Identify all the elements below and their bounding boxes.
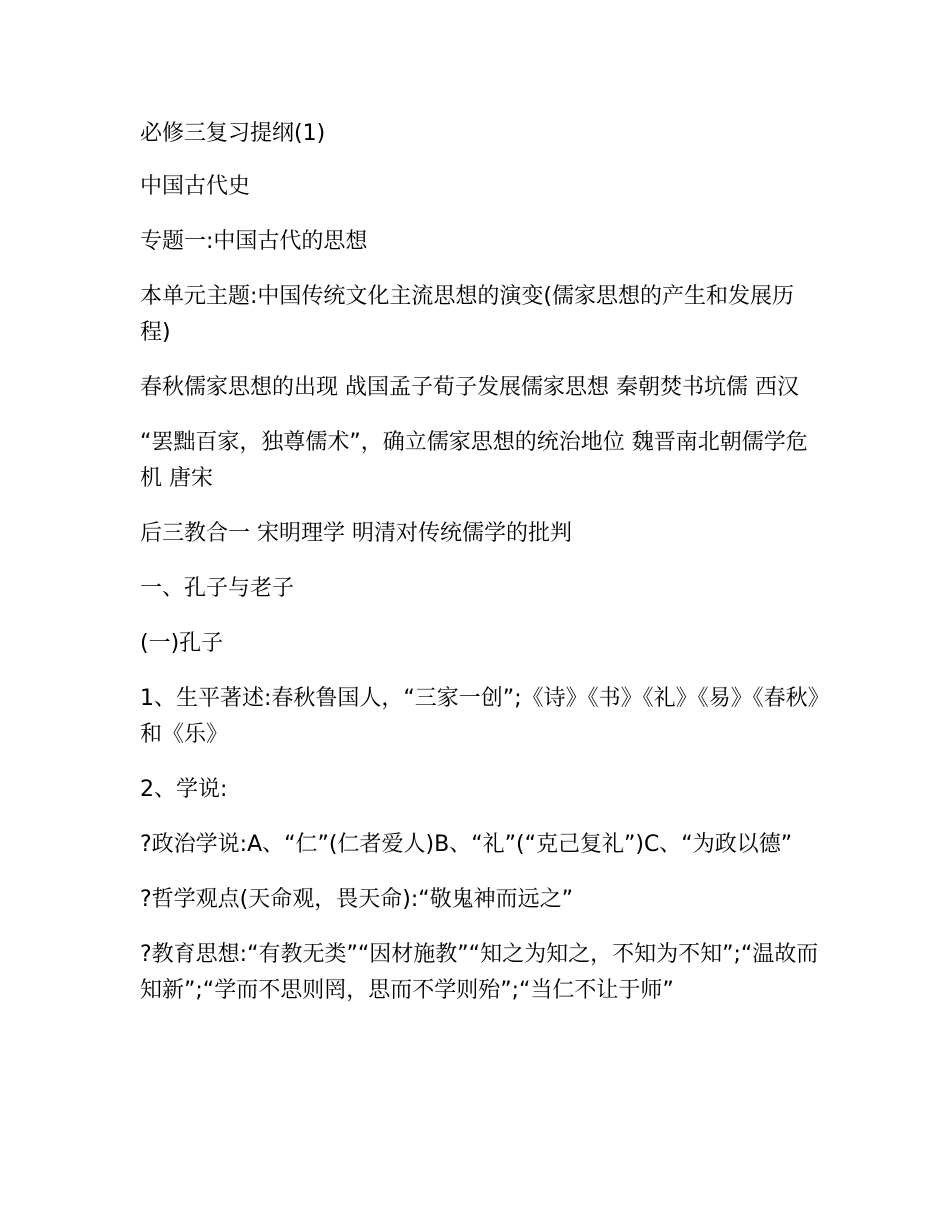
list-item-doctrine: 2、学说:: [140, 777, 228, 802]
document-title: 必修三复习提纲(1): [140, 121, 326, 146]
chapter-heading-confucius-laozi: 一、孔子与老子: [140, 576, 295, 601]
subheading-confucius: (一)孔子: [140, 631, 224, 656]
bullet-philosophy: ?哲学观点(天命观，畏天命):“敬鬼神而远之”: [140, 887, 574, 912]
timeline-paragraph-1: 春秋儒家思想的出现 战国孟子荀子发展儒家思想 秦朝焚书坑儒 西汉: [140, 375, 799, 400]
bullet-political-theory: ?政治学说:A、“仁”(仁者爱人)B、“礼”(“克己复礼”)C、“为政以德”: [140, 832, 793, 857]
section-heading-ancient-history: 中国古代史: [140, 174, 251, 199]
list-item-biography: 1、生平著述:春秋鲁国人，“三家一创”;《诗》《书》《礼》《易》《春秋》和《乐》: [140, 686, 819, 747]
topic-heading: 专题一:中国古代的思想: [140, 229, 368, 254]
document-body: [140, 116, 820, 1028]
timeline-paragraph-2: “罢黜百家，独尊儒术”，确立儒家思想的统治地位 魏晋南北朝儒学危机 唐宋: [140, 430, 808, 491]
bullet-education: ?教育思想:“有教无类”“因材施教”“知之为知之，不知为不知”;“温故而知新”;“学而不思则罔，思而不学则殆”;“当仁不让于师”: [140, 942, 819, 1003]
unit-theme-paragraph: 本单元主题:中国传统文化主流思想的演变(儒家思想的产生和发展历程): [140, 284, 794, 345]
timeline-paragraph-3: 后三教合一 宋明理学 明清对传统儒学的批判: [140, 521, 572, 546]
